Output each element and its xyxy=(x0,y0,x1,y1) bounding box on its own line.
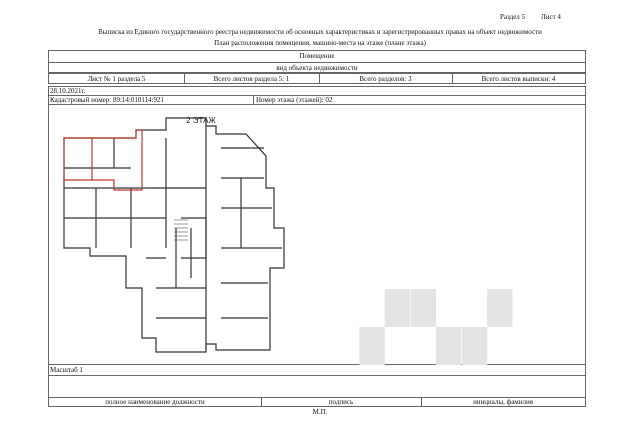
divider xyxy=(49,62,585,63)
divider xyxy=(253,95,254,104)
extract-date: 28.10.2021г. xyxy=(50,87,86,95)
floor-plan-drawing xyxy=(56,108,296,358)
total-section-sheets: Всего листов раздела 5: 1 xyxy=(213,74,290,83)
signature-caption: подпись xyxy=(328,398,354,406)
object-kind-label: вид объекта недвижимости xyxy=(276,64,358,72)
stamp-label: М.П. xyxy=(312,408,328,416)
highlighted-premises xyxy=(64,130,142,190)
floor-number: Номер этажа (этажей): 02 xyxy=(256,96,333,104)
object-box xyxy=(48,50,586,73)
total-sections: Всего разделов: 3 xyxy=(359,74,412,83)
watermark-graphic: ▞▚▞ xyxy=(360,291,514,363)
document-title: Выписка из Единого государственного реестра недвижимости об основных характеристиках и зарегистрированных правах на объект недвижимости xyxy=(98,28,542,36)
cadastral-number: Кадастровый номер: 89:14:010114:921 xyxy=(50,96,165,104)
sheet-info-row xyxy=(48,73,586,84)
scale-label: Масштаб 1 xyxy=(50,366,83,374)
section-number: Раздел 5 xyxy=(500,13,526,21)
document-subtitle: План расположения помещения, машино-места на этаже (плане этажа) xyxy=(214,39,426,47)
signature-block xyxy=(48,376,586,406)
sheet-number: Лист 4 xyxy=(541,13,561,21)
plan-floor-label: 2 ЭТАЖ xyxy=(186,116,216,125)
signature-caption-row xyxy=(48,398,586,407)
sheet-of-section: Лист № 1 раздела 5 xyxy=(87,74,146,83)
object-name: Помещение xyxy=(299,52,335,60)
position-caption: полное наименование должности xyxy=(105,398,205,406)
total-sheets: Всего листов выписки: 4 xyxy=(481,74,556,83)
name-caption: инициалы, фамилия xyxy=(473,398,533,406)
signature-line-box xyxy=(48,376,586,398)
